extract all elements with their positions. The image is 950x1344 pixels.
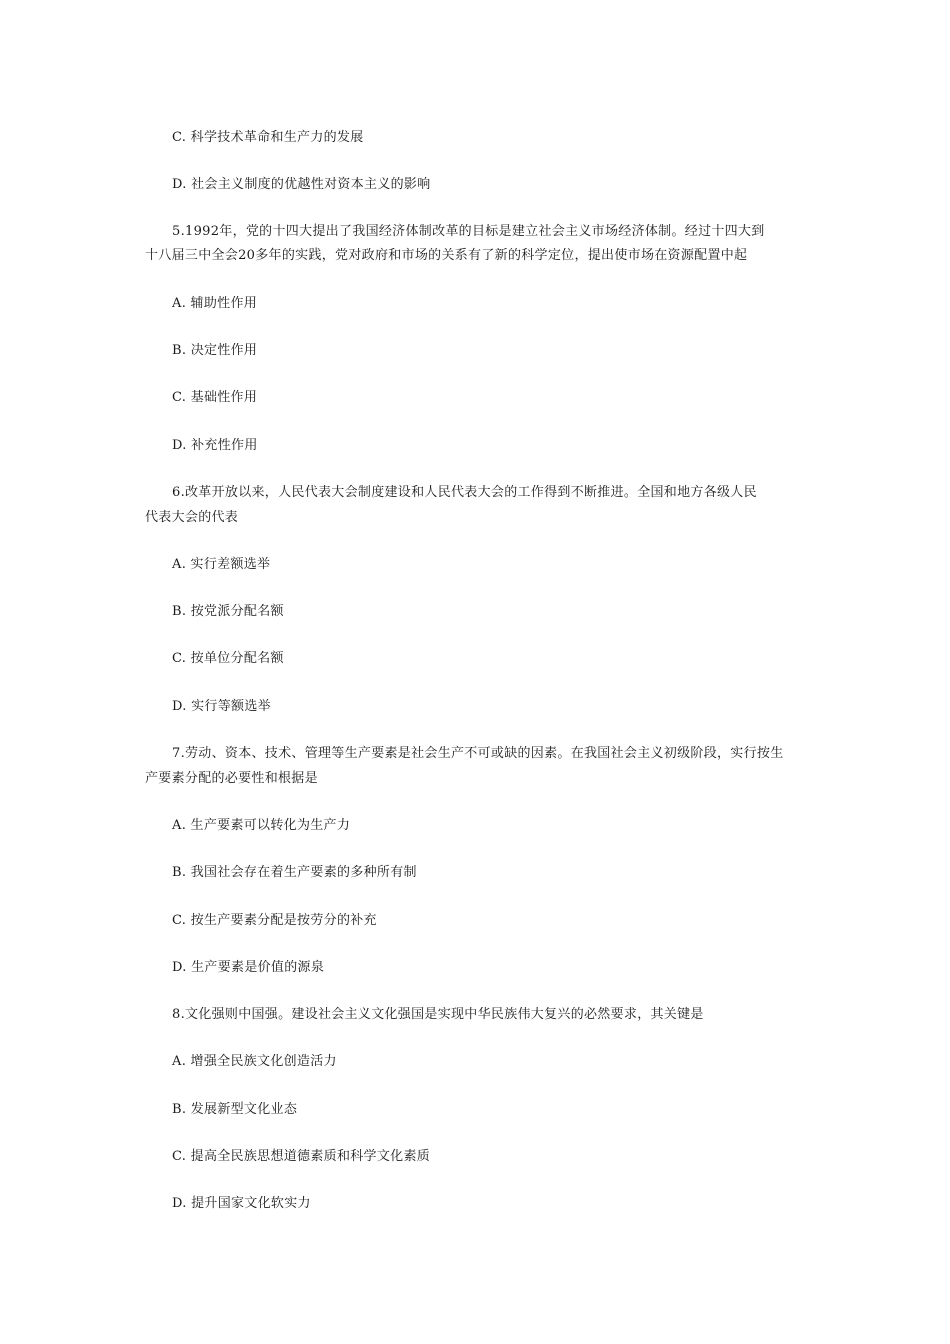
q4-option-c: C. 科学技术革命和生产力的发展 [172,130,364,145]
q8-option-a: A. 增强全民族文化创造活力 [172,1054,337,1069]
q5-option-a: A. 辅助性作用 [172,296,258,311]
q6-option-d: D. 实行等额选举 [172,699,271,714]
q7-option-c: C. 按生产要素分配是按劳分的补充 [172,913,377,928]
q6-option-b: B. 按党派分配名额 [172,604,284,619]
q6-option-a: A. 实行差额选举 [172,557,271,572]
q5-stem-line2: 十八届三中全会20多年的实践，党对政府和市场的关系有了新的科学定位，提出使市场在资源配置中起 [145,248,748,263]
q7-option-a: A. 生产要素可以转化为生产力 [172,818,351,833]
q5-option-d: D. 补充性作用 [172,438,258,453]
q6-stem-line1: 6.改革开放以来，人民代表大会制度建设和人民代表大会的工作得到不断推进。全国和地方各级人民 [172,485,757,500]
q8-option-b: B. 发展新型文化业态 [172,1102,298,1117]
q8-option-c: C. 提高全民族思想道德素质和科学文化素质 [172,1149,431,1164]
q8-stem-line1: 8.文化强则中国强。建设社会主义文化强国是实现中华民族伟大复兴的必然要求，其关键是 [172,1007,704,1022]
q6-option-c: C. 按单位分配名额 [172,651,284,666]
q7-stem-line2: 产要素分配的必要性和根据是 [145,771,318,786]
q7-option-d: D. 生产要素是价值的源泉 [172,960,325,975]
q5-option-b: B. 决定性作用 [172,343,258,358]
q7-option-b: B. 我国社会存在着生产要素的多种所有制 [172,865,417,880]
q4-option-d: D. 社会主义制度的优越性对资本主义的影响 [172,177,431,192]
q6-stem-line2: 代表大会的代表 [145,510,239,525]
q8-option-d: D. 提升国家文化软实力 [172,1196,311,1211]
q5-option-c: C. 基础性作用 [172,390,258,405]
q7-stem-line1: 7.劳动、资本、技术、管理等生产要素是社会生产不可或缺的因素。在我国社会主义初级阶段，实行按生 [172,746,784,761]
q5-stem-line1: 5.1992年，党的十四大提出了我国经济体制改革的目标是建立社会主义市场经济体制。经过十四大到 [172,224,765,239]
